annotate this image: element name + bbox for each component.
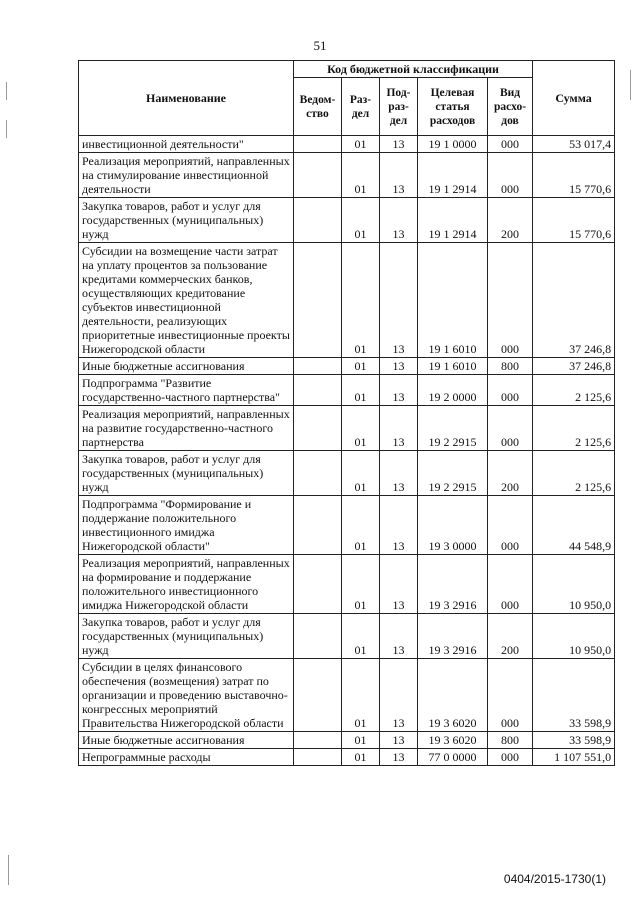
table-row: [79, 659, 615, 732]
cell-podrazdel: 13: [380, 451, 418, 496]
cell-podrazdel: 13: [380, 659, 418, 732]
cell-target: 19 1 0000: [418, 136, 488, 153]
cell-sum: 2 125,6: [533, 375, 615, 406]
cell-sum: 15 770,6: [533, 198, 615, 243]
cell-razdel: 01: [342, 375, 380, 406]
cell-type: 000: [488, 243, 533, 358]
cell-sum: 53 017,4: [533, 136, 615, 153]
cell-type: 000: [488, 406, 533, 451]
page-number: 51: [313, 38, 327, 53]
table-row: [79, 555, 615, 614]
cell-podrazdel: 13: [380, 555, 418, 614]
cell-sum: 1 107 551,0: [533, 749, 615, 766]
table-row: [79, 451, 615, 496]
cell-razdel: 01: [342, 136, 380, 153]
cell-razdel: 01: [342, 358, 380, 375]
cell-target: 19 2 0000: [418, 375, 488, 406]
cell-vedom: [294, 153, 342, 198]
cell-target: 19 1 6010: [418, 243, 488, 358]
cell-sum: 33 598,9: [533, 732, 615, 749]
margin-mark: [6, 82, 7, 100]
cell-podrazdel: 13: [380, 732, 418, 749]
header-target-article: Целевая статья расходов: [418, 78, 488, 136]
cell-razdel: 01: [342, 496, 380, 555]
table-row: [79, 375, 615, 406]
cell-razdel: 01: [342, 732, 380, 749]
cell-target: 19 3 2916: [418, 614, 488, 659]
cell-vedom: [294, 732, 342, 749]
cell-name: Закупка товаров, работ и услуг для государственных (муниципальных) нужд: [79, 198, 294, 243]
table-row: [79, 153, 615, 198]
cell-vedom: [294, 614, 342, 659]
cell-target: 19 2 2915: [418, 451, 488, 496]
header-sum: Сумма: [533, 61, 615, 136]
cell-vedom: [294, 659, 342, 732]
cell-sum: 15 770,6: [533, 153, 615, 198]
cell-razdel: 01: [342, 555, 380, 614]
cell-sum: 37 246,8: [533, 358, 615, 375]
cell-vedom: [294, 555, 342, 614]
table-body: [79, 136, 615, 766]
cell-razdel: 01: [342, 243, 380, 358]
cell-vedom: [294, 358, 342, 375]
table-row: [79, 749, 615, 766]
cell-type: 800: [488, 732, 533, 749]
cell-podrazdel: 13: [380, 153, 418, 198]
cell-type: 000: [488, 555, 533, 614]
cell-sum: 10 950,0: [533, 614, 615, 659]
cell-name: Иные бюджетные ассигнования: [79, 358, 294, 375]
cell-razdel: 01: [342, 614, 380, 659]
margin-mark: [6, 120, 7, 138]
header-subsection: Под-раз-дел: [380, 78, 418, 136]
cell-name: Реализация мероприятий, направленных на развитие государственно-частного партнерства: [79, 406, 294, 451]
header-name: Наименование: [79, 61, 294, 136]
cell-podrazdel: 13: [380, 496, 418, 555]
table-row: [79, 406, 615, 451]
cell-name: Реализация мероприятий, направленных на стимулирование инвестиционной деятельности: [79, 153, 294, 198]
table-row: [79, 358, 615, 375]
table-row: [79, 614, 615, 659]
cell-vedom: [294, 496, 342, 555]
cell-razdel: 01: [342, 749, 380, 766]
cell-razdel: 01: [342, 198, 380, 243]
cell-vedom: [294, 243, 342, 358]
cell-type: 000: [488, 659, 533, 732]
cell-sum: 2 125,6: [533, 451, 615, 496]
cell-sum: 33 598,9: [533, 659, 615, 732]
table-row: [79, 732, 615, 749]
cell-podrazdel: 13: [380, 406, 418, 451]
cell-type: 200: [488, 198, 533, 243]
cell-razdel: 01: [342, 406, 380, 451]
cell-name: Закупка товаров, работ и услуг для государственных (муниципальных) нужд: [79, 614, 294, 659]
cell-name: Реализация мероприятий, направленных на формирование и поддержание положительного инвестиционного имиджа Нижегородской области: [79, 555, 294, 614]
cell-target: 19 3 6020: [418, 732, 488, 749]
cell-razdel: 01: [342, 153, 380, 198]
cell-vedom: [294, 136, 342, 153]
cell-target: 19 1 2914: [418, 198, 488, 243]
header-department: Ведом-ство: [294, 78, 342, 136]
table-row: [79, 243, 615, 358]
margin-mark: [8, 855, 9, 885]
cell-name: Подпрограмма "Формирование и поддержание положительного инвестиционного имиджа Нижегородской области": [79, 496, 294, 555]
cell-vedom: [294, 375, 342, 406]
cell-name: Подпрограмма "Развитие государственно-частного партнерства": [79, 375, 294, 406]
cell-type: 200: [488, 614, 533, 659]
cell-vedom: [294, 198, 342, 243]
cell-target: 77 0 0000: [418, 749, 488, 766]
cell-type: 800: [488, 358, 533, 375]
cell-vedom: [294, 749, 342, 766]
cell-name: Иные бюджетные ассигнования: [79, 732, 294, 749]
cell-name: Непрограммные расходы: [79, 749, 294, 766]
header-expense-type: Вид расхо-дов: [488, 78, 533, 136]
cell-podrazdel: 13: [380, 358, 418, 375]
cell-sum: 2 125,6: [533, 406, 615, 451]
document-code: 0404/2015-1730(1): [503, 872, 606, 886]
margin-mark: [630, 70, 631, 100]
table-row: [79, 198, 615, 243]
cell-type: 200: [488, 451, 533, 496]
cell-type: 000: [488, 153, 533, 198]
cell-podrazdel: 13: [380, 614, 418, 659]
cell-type: 000: [488, 136, 533, 153]
cell-target: 19 2 2915: [418, 406, 488, 451]
header-classification-code: Код бюджетной классификации: [294, 61, 533, 78]
cell-podrazdel: 13: [380, 198, 418, 243]
cell-target: 19 3 6020: [418, 659, 488, 732]
cell-razdel: 01: [342, 451, 380, 496]
cell-sum: 44 548,9: [533, 496, 615, 555]
cell-type: 000: [488, 749, 533, 766]
cell-target: 19 3 2916: [418, 555, 488, 614]
cell-vedom: [294, 451, 342, 496]
table-row: [79, 136, 615, 153]
header-section: Раз-дел: [342, 78, 380, 136]
cell-podrazdel: 13: [380, 749, 418, 766]
cell-name: инвестиционной деятельности": [79, 136, 294, 153]
table-row: [79, 496, 615, 555]
budget-table: [78, 60, 615, 766]
cell-target: 19 3 0000: [418, 496, 488, 555]
cell-podrazdel: 13: [380, 243, 418, 358]
cell-target: 19 1 6010: [418, 358, 488, 375]
cell-name: Субсидии в целях финансового обеспечения (возмещения) затрат по организации и проведению выставочно-конгрессных мероприятий Правительства Нижегородской области: [79, 659, 294, 732]
cell-razdel: 01: [342, 659, 380, 732]
cell-sum: 10 950,0: [533, 555, 615, 614]
cell-target: 19 1 2914: [418, 153, 488, 198]
cell-name: Субсидии на возмещение части затрат на уплату процентов за пользование кредитами коммерческих банков, осуществляющих кредитование субъектов инвестиционной деятельности, реализующих приоритетные инвестиционные проекты Нижегородской области: [79, 243, 294, 358]
cell-type: 000: [488, 496, 533, 555]
cell-name: Закупка товаров, работ и услуг для государственных (муниципальных) нужд: [79, 451, 294, 496]
cell-type: 000: [488, 375, 533, 406]
cell-podrazdel: 13: [380, 375, 418, 406]
cell-sum: 37 246,8: [533, 243, 615, 358]
cell-podrazdel: 13: [380, 136, 418, 153]
cell-vedom: [294, 406, 342, 451]
